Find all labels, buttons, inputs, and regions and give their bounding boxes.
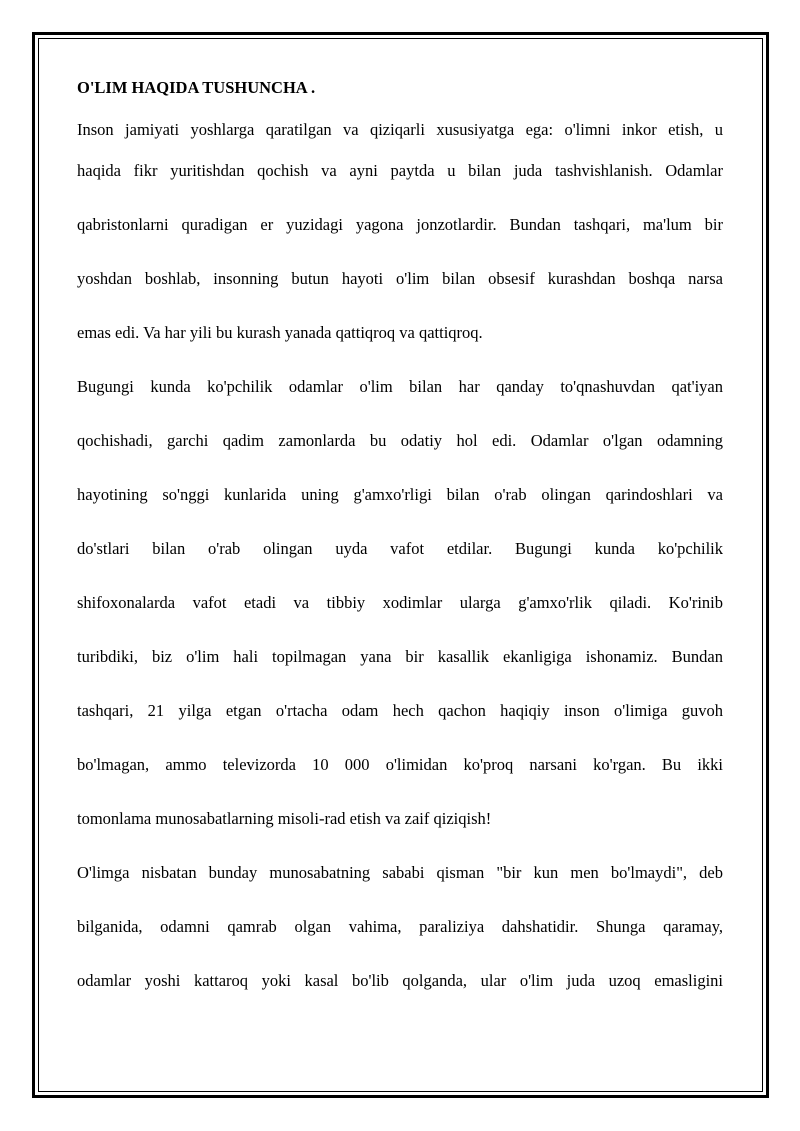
text-line: bo'lmagan, ammo televizorda 10 000 o'limidan ko'proq narsani ko'rgan. Bu ikki — [77, 755, 723, 774]
text-line: hayotining so'nggi kunlarida uning g'amxo'rligi bilan o'rab olingan qarindoshlari va — [77, 485, 723, 504]
document-title: O'LIM HAQIDA TUSHUNCHA . — [77, 78, 316, 97]
text-line: do'stlari bilan o'rab olingan uyda vafot etdilar. Bugungi kunda ko'pchilik — [77, 539, 723, 558]
text-line: turibdiki, biz o'lim hali topilmagan yana bir kasallik ekanligiga ishonamiz. Bundan — [77, 647, 723, 666]
text-line: qabristonlarni quradigan er yuzidagi yagona jonzotlardir. Bundan tashqari, ma'lum bir — [77, 215, 723, 234]
document-body — [77, 74, 723, 1008]
text-line: tashqari, 21 yilga etgan o'rtacha odam hech qachon haqiqiy inson o'limiga guvoh — [77, 701, 723, 720]
text-line: Bugungi kunda ko'pchilik odamlar o'lim bilan har qanday to'qnashuvdan qat'iyan — [77, 377, 723, 396]
paragraph-3 — [77, 846, 723, 1008]
text-line: tomonlama munosabatlarning misoli-rad etish va zaif qiziqish! — [77, 809, 492, 828]
text-line: yoshdan boshlab, insonning butun hayoti o'lim bilan obsesif kurashdan boshqa narsa — [77, 269, 723, 288]
paragraph-2 — [77, 360, 723, 846]
paragraph-1 — [77, 116, 723, 360]
text-line: odamlar yoshi kattaroq yoki kasal bo'lib qolganda, ular o'lim juda uzoq emasligini — [77, 971, 723, 990]
text-line: bilganida, odamni qamrab olgan vahima, paraliziya dahshatidir. Shunga qaramay, — [77, 917, 723, 936]
text-line: qochishadi, garchi qadim zamonlarda bu odatiy hol edi. Odamlar o'lgan odamning — [77, 431, 723, 450]
text-line: O'limga nisbatan bunday munosabatning sababi qisman "bir kun men bo'lmaydi", deb — [77, 863, 723, 882]
text-line: emas edi. Va har yili bu kurash yanada qattiqroq va qattiqroq. — [77, 323, 483, 342]
text-line: shifoxonalarda vafot etadi va tibbiy xodimlar ularga g'amxo'rlik qiladi. Ko'rinib — [77, 593, 723, 612]
text-line: haqida fikr yuritishdan qochish va ayni paytda u bilan juda tashvishlanish. Odamlar — [77, 161, 723, 180]
text-line: Inson jamiyati yoshlarga qaratilgan va qiziqarli xususiyatga ega: o'limni inkor etish, u — [77, 120, 723, 139]
